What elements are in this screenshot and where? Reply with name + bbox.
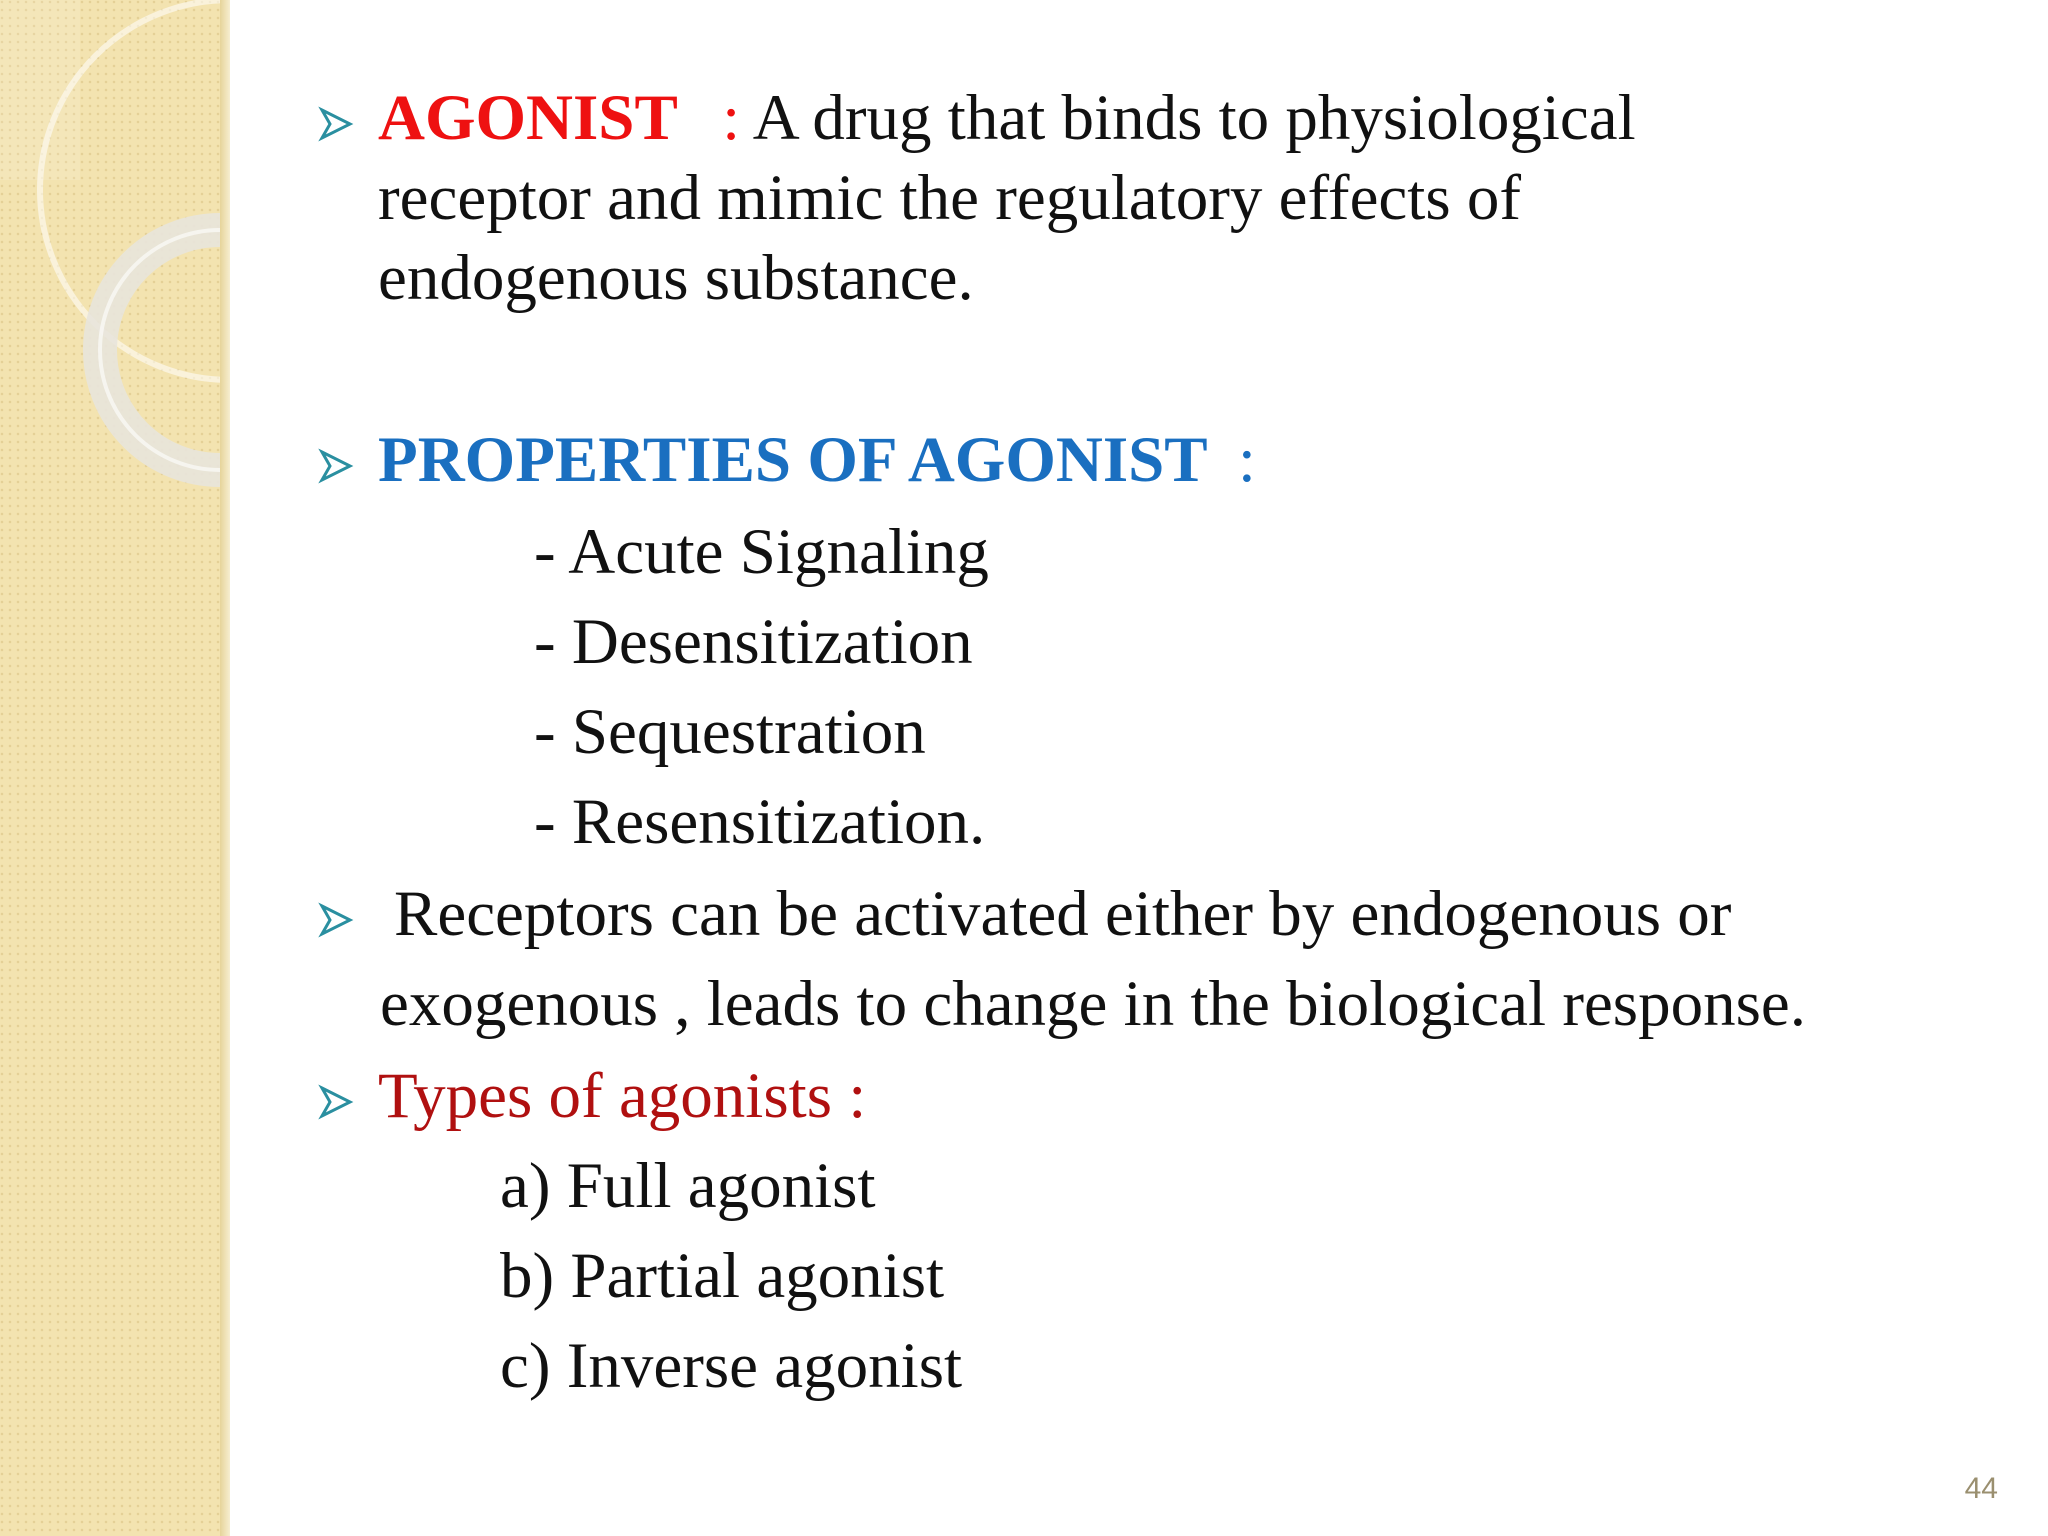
agonist-term: AGONIST bbox=[378, 82, 678, 154]
agonist-definition-line-1 bbox=[378, 78, 1636, 158]
side-panel-edge bbox=[220, 0, 230, 1536]
property-item: - Acute Signaling bbox=[534, 516, 989, 588]
properties-heading: PROPERTIES OF AGONIST bbox=[378, 424, 1208, 496]
property-item: - Resensitization. bbox=[534, 786, 986, 858]
agonist-colon: : bbox=[722, 82, 741, 154]
arrowhead-bullet-icon bbox=[318, 902, 354, 938]
agonist-definition-line-3: endogenous substance. bbox=[378, 242, 974, 314]
agonist-definition-line-2: receptor and mimic the regulatory effects of bbox=[378, 162, 1522, 234]
agonist-type-item: c) Inverse agonist bbox=[500, 1330, 963, 1402]
receptors-line-2: exogenous , leads to change in the biological response. bbox=[380, 968, 1807, 1040]
page-number: 44 bbox=[1964, 1472, 1998, 1505]
decorative-rings bbox=[0, 0, 230, 520]
agonist-type-item: a) Full agonist bbox=[500, 1150, 876, 1222]
types-heading: Types of agonists : bbox=[378, 1060, 867, 1132]
property-item: - Desensitization bbox=[534, 606, 973, 678]
agonist-definition-text-1: A drug that binds to physiological bbox=[752, 82, 1636, 154]
arrowhead-bullet-icon bbox=[318, 1084, 354, 1120]
decorative-side-panel bbox=[0, 0, 230, 1536]
receptors-line-1: Receptors can be activated either by endogenous or bbox=[394, 878, 1732, 950]
properties-heading-line bbox=[378, 420, 1256, 500]
arrowhead-bullet-icon bbox=[318, 106, 354, 142]
agonist-type-item: b) Partial agonist bbox=[500, 1240, 945, 1312]
arrowhead-bullet-icon bbox=[318, 448, 354, 484]
properties-colon: : bbox=[1237, 424, 1256, 496]
property-item: - Sequestration bbox=[534, 696, 926, 768]
